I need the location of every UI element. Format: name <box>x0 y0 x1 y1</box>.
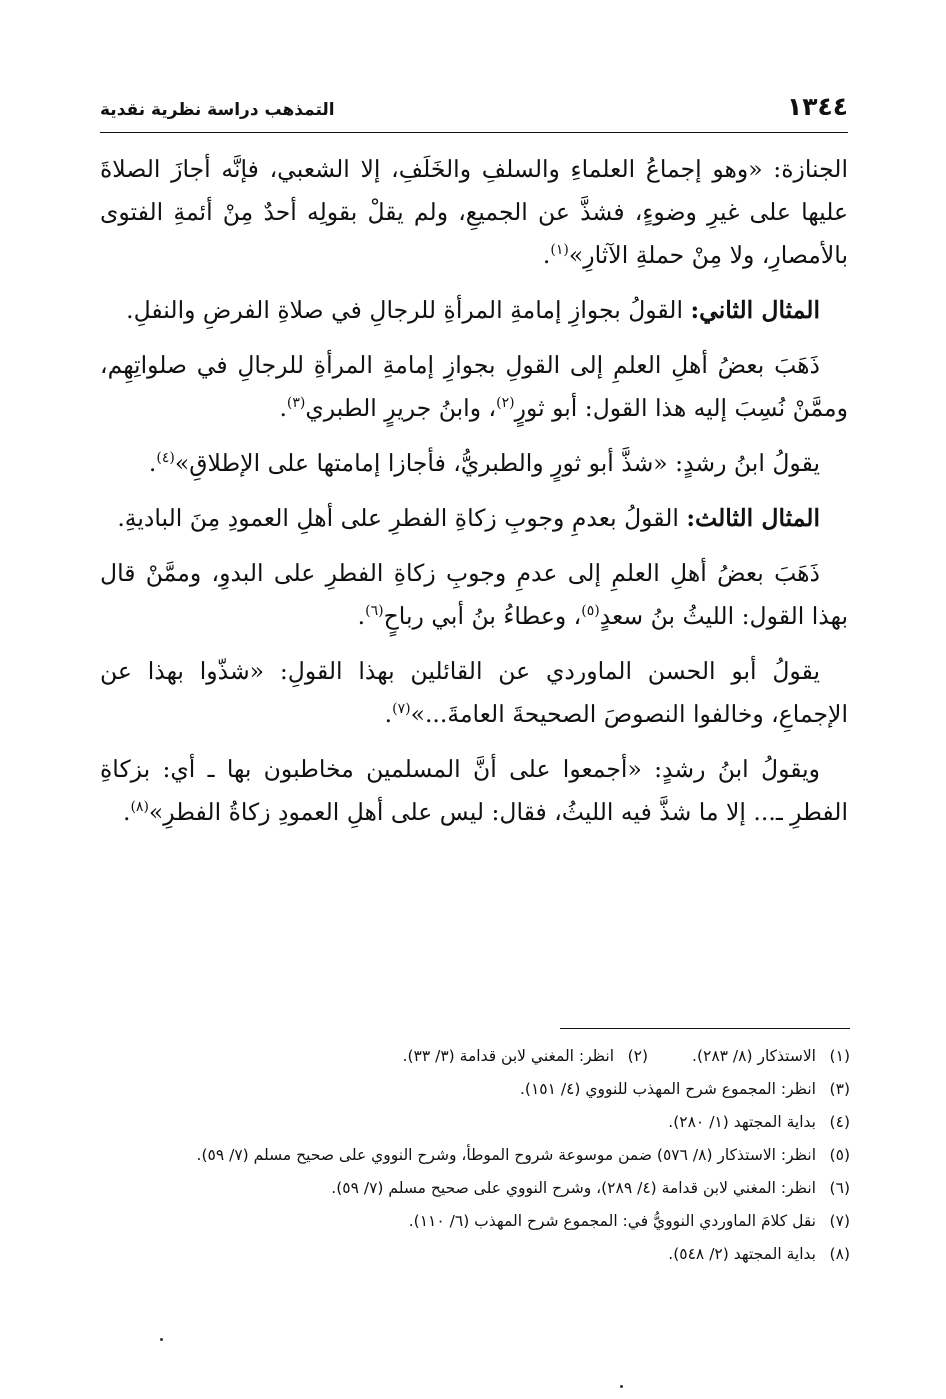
footnote-ref: (٢) <box>496 395 515 412</box>
running-title: التمذهب دراسة نظرية نقدية <box>100 100 335 120</box>
footnote-text: انظر: المغني لابن قدامة (٣/ ٣٣). <box>402 1047 615 1065</box>
footnote-ref: (٧) <box>392 701 411 718</box>
paragraph-text: القولُ بجوازِ إمامةِ المرأةِ للرجالِ في صلاةِ الفرضِ والنفلِ. <box>126 296 691 324</box>
footnotes <box>100 1040 850 1271</box>
footnote-text: انظر: المجموع شرح المهذب للنووي (٤/ ١٥١). <box>519 1080 816 1098</box>
scan-speck <box>620 1385 623 1388</box>
footnote-4 <box>100 1106 850 1139</box>
paragraph-2 <box>100 289 848 332</box>
paragraph-3: ذَهَبَ بعضُ أهلِ العلمِ إلى القولِ بجوازِ إمامةِ المرأةِ للرجالِ في صلواتِهِم، وممَّنْ نُسِبَ إليه هذا القول: أبو ثورٍ$^{(٢)}$، وابنُ جريرٍ الطبري$^{(٣)}$. <box>100 351 848 422</box>
footnote-text: انظر: المغني لابن قدامة (٤/ ٢٨٩)، وشرح النووي على صحيح مسلم (٧/ ٥٩). <box>331 1179 816 1197</box>
footnote-text: الاستذكار (٨/ ٢٨٣). <box>692 1047 816 1065</box>
footnote-ref: (٣) <box>286 395 306 412</box>
footnote-number: (٥) <box>829 1146 850 1164</box>
footnote-text: بداية المجتهد (١/ ٢٨٠). <box>668 1113 816 1131</box>
paragraph-7: يقولُ أبو الحسن الماوردي عن القائلين بهذا القولِ: «شذّوا بهذا عن الإجماعِ، وخالفوا النصوصَ الصحيحةَ العامةَ...»$^{(٧)}$. <box>100 657 848 728</box>
main-text <box>100 148 848 846</box>
footnote-2 <box>403 1040 648 1073</box>
footnote-number: (١) <box>829 1047 850 1065</box>
footnote-6 <box>100 1172 850 1205</box>
footnote-ref: (٥) <box>581 603 600 620</box>
paragraph-text: ذَهَبَ بعضُ أهلِ العلمِ إلى عدمِ وجوبِ زكاةِ الفطرِ على البدوِ، وممَّنْ قال بهذا القول: الليثُ بنُ سعدٍ <box>100 559 848 630</box>
footnote-ref: (١) <box>550 242 569 259</box>
paragraph-text: القولُ بعدمِ وجوبِ زكاةِ الفطرِ على أهلِ العمودِ مِنَ الباديةِ. <box>117 504 687 532</box>
paragraph-text: الجنازة: «وهو إجماعُ العلماءِ والسلفِ والخَلَفِ، إلا الشعبي، فإنَّه أجازَ الصلاةَ عليها على غيرِ وضوءٍ، فشذَّ عن الجميعِ، ولم يقلْ بقولِه أحدٌ مِنْ أئمةِ الفتوى بالأمصارِ، ولا مِنْ حملةِ الآثارِ» <box>100 155 848 269</box>
footnote-text: نقل كلامَ الماوردي النوويُّ في: المجموع شرح المهذب (٦/ ١١٠). <box>408 1212 816 1230</box>
example-heading: المثال الثاني: <box>690 296 820 324</box>
scan-speck <box>160 1338 163 1341</box>
footnote-1 <box>692 1040 850 1073</box>
footnote-number: (٣) <box>829 1080 850 1098</box>
footnote-number: (٨) <box>829 1245 850 1263</box>
paragraph-4: يقولُ ابنُ رشدٍ: «شذَّ أبو ثورٍ والطبريُّ، فأجازا إمامتها على الإطلاقِ»$^{(٤)}$. <box>148 449 820 477</box>
footnote-text: بداية المجتهد (٢/ ٥٤٨). <box>668 1245 816 1263</box>
footnote-ref: (٨) <box>130 799 149 816</box>
footnote-3 <box>100 1073 850 1106</box>
footnote-number: (٧) <box>829 1212 850 1230</box>
paragraph-text: يقولُ ابنُ رشدٍ: «شذَّ أبو ثورٍ والطبريُّ، فأجازا إمامتها على الإطلاقِ» <box>174 449 820 477</box>
paragraph-1: الجنازة: «وهو إجماعُ العلماءِ والسلفِ والخَلَفِ، إلا الشعبي، فإنَّه أجازَ الصلاةَ عليها على غيرِ وضوءٍ، فشذَّ عن الجميعِ، ولم يقلْ بقولِه أحدٌ مِنْ أئمةِ الفتوى بالأمصارِ، ولا مِنْ حملةِ الآثارِ»$^{(١)}$. <box>100 155 848 269</box>
paragraph-text: ذَهَبَ بعضُ أهلِ العلمِ إلى القولِ بجوازِ إمامةِ المرأةِ للرجالِ في صلواتِهِم، وممَّنْ نُسِبَ إليه هذا القول: أبو ثورٍ <box>100 351 848 422</box>
footnote-divider <box>560 1028 850 1029</box>
footnote-5 <box>100 1139 850 1172</box>
page-header <box>100 92 848 133</box>
paragraph-text: يقولُ أبو الحسن الماوردي عن القائلين بهذا القولِ: «شذّوا بهذا عن الإجماعِ، وخالفوا النصوصَ الصحيحةَ العامةَ...» <box>100 657 848 728</box>
footnote-number: (٢) <box>627 1047 649 1065</box>
example-heading: المثال الثالث: <box>686 504 820 532</box>
paragraph-8: ويقولُ ابنُ رشدٍ: «أجمعوا على أنَّ المسلمين مخاطبون بها ـ أي: بزكاةِ الفطرِ ـ... إلا ما شذَّ فيه الليثُ، فقال: ليس على أهلِ العمودِ زكاةُ الفطرِ»$^{(٨)}$. <box>100 755 848 826</box>
footnote-ref: (٦) <box>365 603 384 620</box>
footnote-8 <box>100 1238 850 1271</box>
paragraph-text: ويقولُ ابنُ رشدٍ: «أجمعوا على أنَّ المسلمين مخاطبون بها ـ أي: بزكاةِ الفطرِ ـ... إلا ما شذَّ فيه الليثُ، فقال: ليس على أهلِ العمودِ زكاةُ الفطرِ» <box>100 755 848 826</box>
paragraph-6: ذَهَبَ بعضُ أهلِ العلمِ إلى عدمِ وجوبِ زكاةِ الفطرِ على البدوِ، وممَّنْ قال بهذا القول: الليثُ بنُ سعدٍ$^{(٥)}$، وعطاءُ بنُ أبي رباحٍ$^{(٦)}$. <box>100 559 848 630</box>
footnote-number: (٦) <box>829 1179 850 1197</box>
footnote-7 <box>100 1205 850 1238</box>
paragraph-5 <box>100 497 848 540</box>
footnote-number: (٤) <box>829 1113 850 1131</box>
footnote-ref: (٤) <box>156 450 175 467</box>
footnote-text: انظر: الاستذكار (٨/ ٥٧٦) ضمن موسوعة شروح الموطأ، وشرح النووي على صحيح مسلم (٧/ ٥٩). <box>196 1146 816 1164</box>
page-number: ١٣٤٤ <box>786 92 848 121</box>
footnote-row <box>100 1040 850 1073</box>
